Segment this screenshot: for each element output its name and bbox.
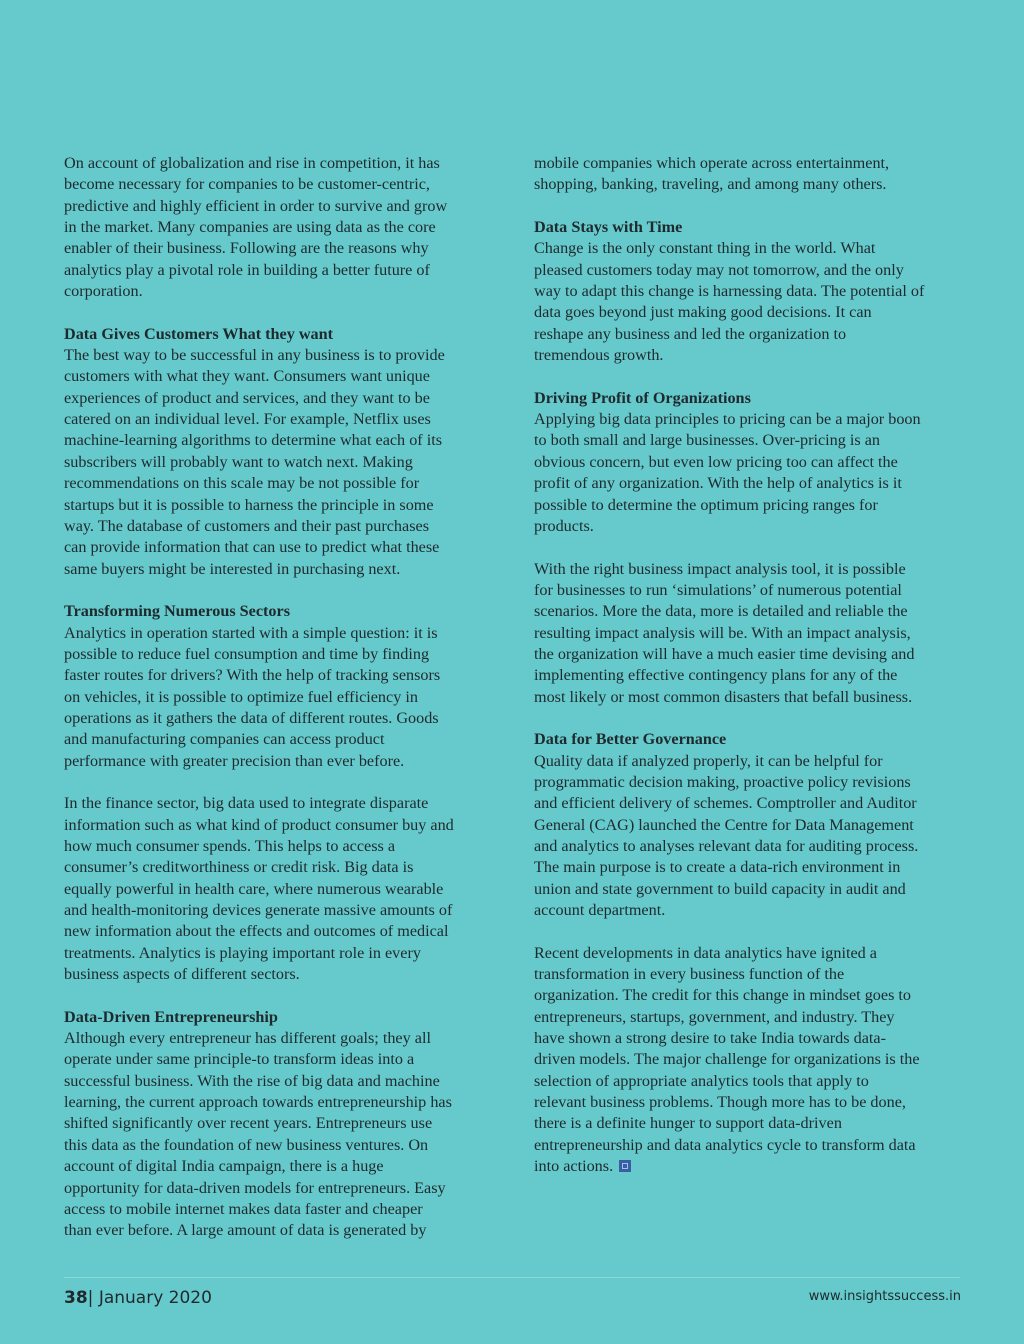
paragraph-text: In the finance sector, big data used to integrate disparate information such as what kind of product consumer buy and how much consumer spends. This helps to access a consumer’s creditworthiness or credit risk. Big data is equally powerful in health care, where numerous wearable and health-monitoring devices generate massive amounts of new information about the effects and outcomes of medical treatments. Analytics is playing important role in every business aspects of different sectors. bbox=[64, 794, 454, 984]
section-heading bbox=[534, 729, 972, 750]
article-column-left bbox=[64, 153, 504, 1263]
article-column-right bbox=[534, 153, 972, 1199]
paragraph-text: Recent developments in data analytics have ignited a transformation in every business function of the organization. The credit for this change in mindset goes to entrepreneurs, startups, government, and industry. They have shown a strong desire to take India towards data- driven models. The major challenge for organizations is the selection of appropriate analytics tools that apply to relevant business problems. Though more has to be done, there is a definite hunger to support data-driven entrepreneurship and data analytics cycle to transform data into actions. bbox=[534, 943, 920, 1176]
section-heading-text: Data-Driven Entrepreneurship bbox=[64, 1007, 278, 1026]
section-heading-text: Transforming Numerous Sectors bbox=[64, 602, 291, 621]
paragraph bbox=[534, 559, 972, 708]
paragraph bbox=[64, 623, 504, 772]
paragraph bbox=[534, 943, 972, 1178]
footer-separator: | bbox=[87, 1288, 94, 1308]
paragraph-text: Change is the only constant thing in the world. What pleased customers today may not tomorrow, and the only way to adapt this change is harnessing data. The potential of data goes beyond just making good decisions. It can reshape any business and led the organization to tremendous growth. bbox=[534, 239, 925, 365]
section-heading-text: Data Gives Customers What they want bbox=[64, 324, 334, 343]
section-heading bbox=[64, 324, 504, 345]
paragraph bbox=[534, 751, 972, 922]
section-heading bbox=[534, 388, 972, 409]
paragraph bbox=[534, 153, 972, 196]
article-end-icon bbox=[619, 1160, 631, 1172]
section-heading bbox=[64, 1007, 504, 1028]
paragraph-text: Applying big data principles to pricing can be a major boon to both small and large businesses. Over-pricing is an obvious concern, but even low pricing too can affect the profit of any organization. With the help of analytics is it possible to determine the optimum pricing ranges for products. bbox=[534, 410, 921, 535]
paragraph-text: With the right business impact analysis tool, it is possible for businesses to run ‘simulations’ of numerous potential scenarios. More the data, more is detailed and reliable the resulting impact analysis will be. With an impact analysis, the organization will have a much easier time devising and implementing effective contingency plans for any of the most likely or most common disasters that befall business. bbox=[534, 559, 915, 706]
paragraph-text: mobile companies which operate across entertainment, shopping, banking, traveling, and among many others. bbox=[534, 154, 890, 194]
paragraph bbox=[64, 153, 504, 302]
paragraph-text: Although every entrepreneur has different goals; they all operate under same principle-to transform ideas into a successful business. With the rise of big data and machine learning, the current approach towards entrepreneurship has shifted significantly over recent years. Entrepreneurs use this data as the foundation of new business ventures. On account of digital India campaign, there is a huge opportunity for data-driven models for entrepreneurs. Easy access to mobile internet makes data faster and cheaper than ever before. A large amount of data is generated by bbox=[64, 1029, 452, 1240]
section-heading-text: Driving Profit of Organizations bbox=[534, 388, 751, 407]
paragraph bbox=[534, 409, 972, 537]
footer-divider bbox=[64, 1277, 960, 1278]
section-heading bbox=[64, 601, 504, 622]
paragraph bbox=[534, 238, 972, 366]
paragraph-text: The best way to be successful in any business is to provide customers with what they want. Consumers want unique experiences of product and services, and they want to be catered on an individual level. For example, Netflix uses machine-learning algorithms to determine what each of its subscribers will probably want to watch next. Making recommendations on this scale may be not possible for startups but it is possible to harness the principle in some way. The database of customers and their past purchases can provide information that can use to predict what these same buyers might be interested in purchasing next. bbox=[64, 346, 445, 578]
website-url: www.insightssuccess.in bbox=[808, 1289, 961, 1304]
issue-date: January 2020 bbox=[98, 1288, 212, 1308]
paragraph-text: Analytics in operation started with a simple question: it is possible to reduce fuel consumption and time by finding faster routes for drivers? With the help of tracking sensors on vehicles, it is possible to optimize fuel efficiency in operations as it gathers the data of different routes. Goods and manufacturing companies can access product performance with greater precision than ever before. bbox=[64, 623, 441, 770]
paragraph bbox=[64, 345, 504, 580]
section-heading bbox=[534, 217, 972, 238]
paragraph bbox=[64, 1028, 504, 1241]
section-heading-text: Data Stays with Time bbox=[534, 218, 683, 237]
paragraph-text: On account of globalization and rise in competition, it has become necessary for companies to be customer-centric, predictive and highly efficient in order to survive and grow in the market. Many companies are using data as the core enabler of their business. Following are the reasons why analytics play a pivotal role in building a better future of corporation. bbox=[64, 154, 448, 301]
page-number: 38 bbox=[64, 1288, 88, 1308]
page-footer-left bbox=[64, 1288, 212, 1308]
paragraph bbox=[64, 793, 504, 985]
section-heading-text: Data for Better Governance bbox=[534, 730, 727, 749]
paragraph-text: Quality data if analyzed properly, it can be helpful for programmatic decision making, proactive policy revisions and efficient delivery of schemes. Comptroller and Auditor General (CAG) launched the Centre for Data Management and analytics to analyses relevant data for auditing process. The main purpose is to create a data-rich environment in union and state government to build capacity in audit and account department. bbox=[534, 751, 919, 920]
